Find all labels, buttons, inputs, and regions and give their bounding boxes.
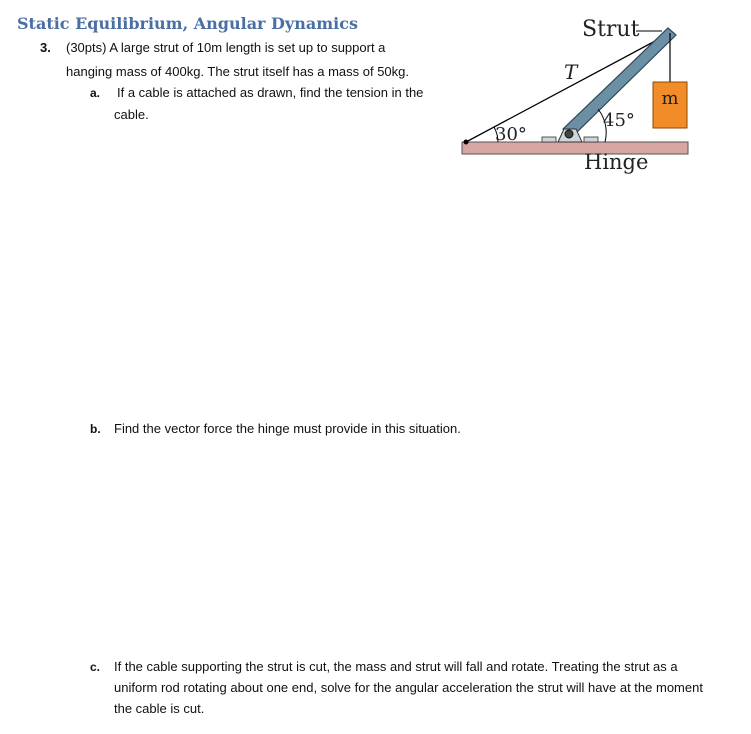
hinge-pin [565,130,573,138]
problem-text-line2: hanging mass of 400kg. The strut itself has a mass of 50kg. [66,64,410,79]
problem-text-line1: (30pts) A large strut of 10m length is set up to support a [66,40,386,55]
strut-angle-label: 45° [603,110,635,131]
part-c-text-line1: If the cable supporting the strut is cut, the mass and strut will fall and rotate. Treating the strut as a [114,659,678,674]
cable-angle-label: 30° [495,124,527,145]
part-b-label: b. [90,422,101,436]
cable-anchor [464,140,469,145]
hinge-plate-right [584,137,598,142]
hinge-label: Hinge [584,150,649,174]
part-c-text-line3: the cable is cut. [114,701,205,716]
part-b-text: Find the vector force the hinge must provide in this situation. [114,421,461,436]
tension-label: T [564,60,578,84]
part-c-label: c. [90,660,101,674]
strut-label: Strut [582,17,640,42]
strut-diagram [440,5,700,180]
hinge-plate-left [542,137,556,142]
part-c-text-line2: uniform rod rotating about one end, solve for the angular acceleration the strut will have at the moment [114,680,703,695]
mass-label: m [661,88,679,109]
part-a-label: a. [90,86,101,100]
problem-number: 3. [40,40,51,55]
page-title: Static Equilibrium, Angular Dynamics [17,14,358,33]
part-a-text-line2: cable. [114,107,149,122]
part-a-text-line1: If a cable is attached as drawn, find the tension in the [117,85,424,100]
